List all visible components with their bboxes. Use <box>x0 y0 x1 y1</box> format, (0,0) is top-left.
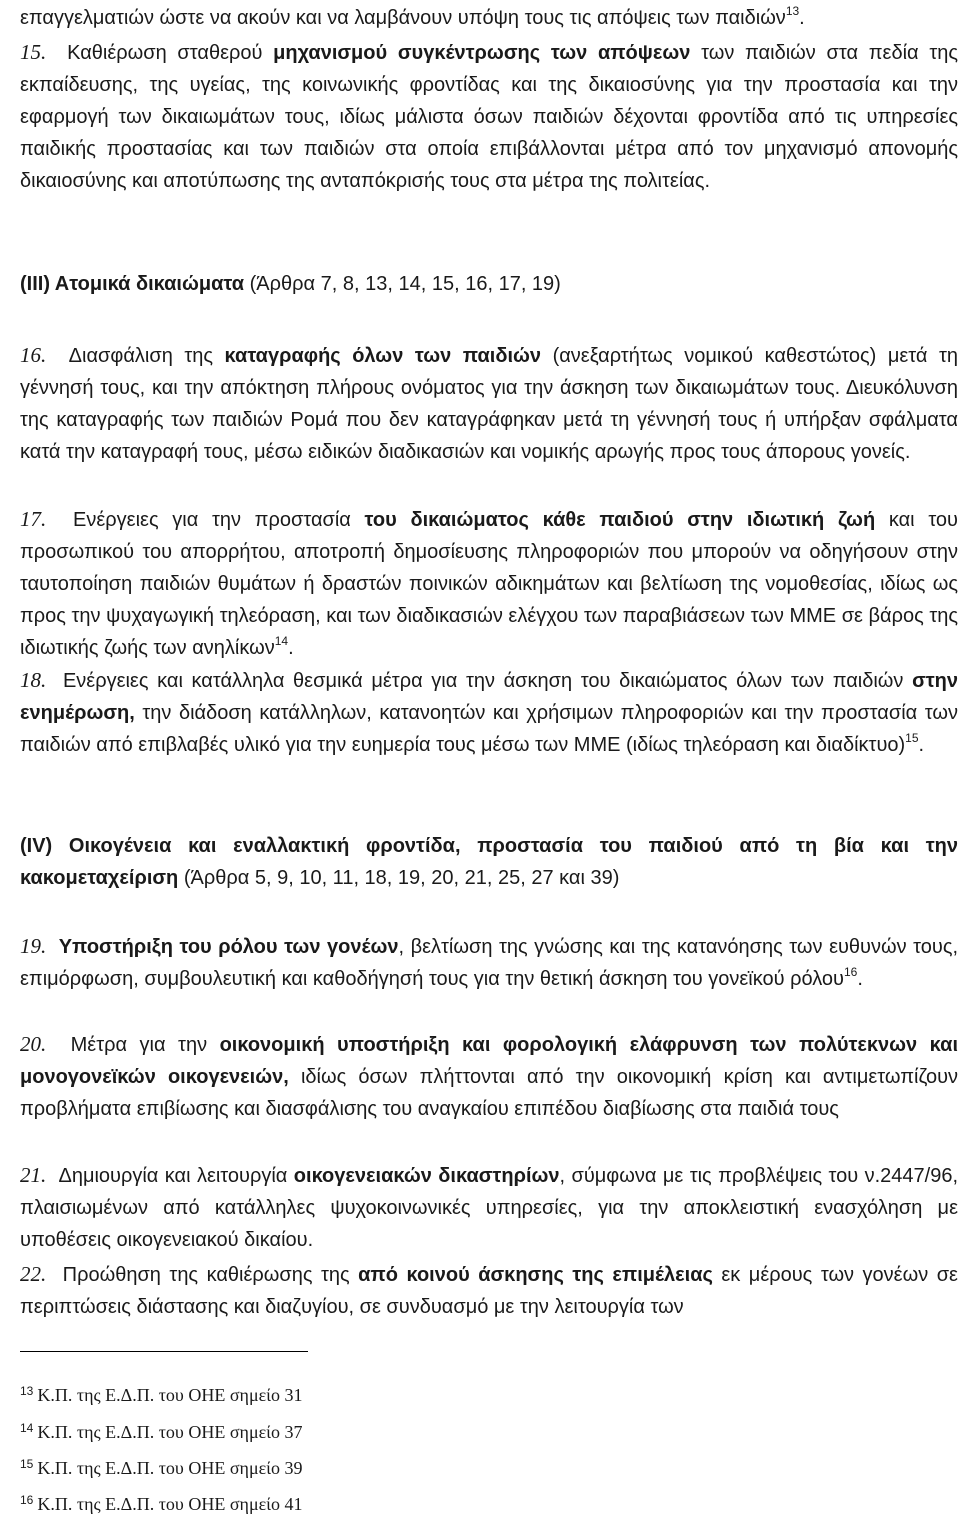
heading-bold: (ΙΙΙ) Ατομικά δικαιώματα <box>20 273 245 295</box>
section-heading-iv <box>20 830 958 894</box>
item-text: και του προσωπικού του απορρήτου, αποτροπή δημοσίευσης πληροφοριών που μπορούν να οδηγήσουν στην ταυτοποίηση παιδιών θυμάτων ή δραστών ποινικών αδικημάτων και βελτίωση της νομοθεσίας, ιδίως ως προς την ψυχαγωγική τηλεόραση, και των διαδικασιών ελέγχου των παραβιάσεων των ΜΜΕ σε βάρος της ιδιωτικής ζωής των ανηλίκων <box>20 509 958 659</box>
footnote-ref-14: 14 <box>274 634 289 648</box>
footnote-number: 15 <box>20 1457 34 1471</box>
continuation-end: . <box>799 7 805 29</box>
item-22 <box>20 1258 958 1323</box>
footnote-14 <box>20 1416 303 1444</box>
item-bold-text: του δικαιώματος κάθε παιδιού στην ιδιωτική ζωή <box>364 509 876 531</box>
footnote-16 <box>20 1488 303 1516</box>
footnote-ref-16: 16 <box>843 965 858 979</box>
item-text: την διάδοση κατάλληλων, κατανοητών και χρήσιμων πληροφοριών και την προστασία των παιδιών από επιβλαβές υλικό για την ευημερία τους μέσω των ΜΜΕ (ιδίως τηλεόραση και διαδίκτυο) <box>20 702 958 756</box>
item-text: Μέτρα για την <box>70 1034 220 1056</box>
heading-articles: (Άρθρα 5, 9, 10, 11, 18, 19, 20, 21, 25, 27 και 39) <box>178 867 620 889</box>
continuation-text: επαγγελματιών ώστε να ακούν και να λαμβάνουν υπόψη τους τις απόψεις των παιδιών <box>20 7 786 29</box>
item-number: 21. <box>20 1163 47 1187</box>
item-text: , σύμφωνα με τις προβλέψεις του ν.2447/96, πλαισιωμένων από κατάλληλες ψυχοκοινωνικές υπηρεσίες, για την αποκλειστική ενασχόληση με υποθέσεις οικογενειακού δικαίου. <box>20 1165 959 1251</box>
item-bold-text: οικονομική υποστήριξη και φορολογική ελάφρυνση των πολύτεκνων και μονογονεϊκών οικογενειών, <box>20 1034 959 1088</box>
item-text: Διασφάλιση της <box>68 345 225 367</box>
item-text: Ενέργειες και κατάλληλα θεσμικά μέτρα για την άσκηση του δικαιώματος όλων των παιδιών <box>62 670 913 692</box>
item-bold-text: από κοινού άσκησης της επιμέλειας <box>358 1264 713 1286</box>
continuation-paragraph <box>20 2 958 34</box>
item-bold-text: καταγραφής όλων των παιδιών <box>224 345 542 367</box>
item-bold-text: Υποστήριξη του ρόλου των γονέων <box>58 936 399 958</box>
item-bold-text: μηχανισμού συγκέντρωσης των απόψεων <box>273 42 691 64</box>
item-18 <box>20 664 958 761</box>
item-end: . <box>288 637 294 659</box>
item-17 <box>20 503 958 664</box>
item-number: 16. <box>20 343 47 367</box>
heading-articles: (Άρθρα 7, 8, 13, 14, 15, 16, 17, 19) <box>244 273 561 295</box>
item-number: 18. <box>20 668 47 692</box>
item-text: , βελτίωση της γνώσης και της κατανόησης των ευθυνών τους, επιμόρφωση, συμβουλευτική και καθοδήγησή τους για την θετική άσκηση του γονεϊκού ρόλου <box>20 936 959 990</box>
footnote-number: 13 <box>20 1384 34 1398</box>
item-end: . <box>857 968 863 990</box>
item-text: Προώθηση της καθιέρωσης της <box>62 1264 359 1286</box>
item-bold-text: στην ενημέρωση, <box>20 670 959 724</box>
item-number: 17. <box>20 507 47 531</box>
footnote-text: Κ.Π. της Ε.Δ.Π. του ΟΗΕ σημείο 41 <box>37 1494 303 1514</box>
item-text: Καθιέρωση σταθερού <box>67 42 274 64</box>
item-bold-text: οικογενειακών δικαστηρίων <box>293 1165 560 1187</box>
item-text: Δημιουργία και λειτουργία <box>58 1165 294 1187</box>
item-20 <box>20 1028 958 1125</box>
heading-bold: (IV) Οικογένεια και εναλλακτική φροντίδα, προστασία του παιδιού από τη βία και την κακομεταχείριση <box>20 835 958 889</box>
item-number: 15. <box>20 40 47 64</box>
item-16 <box>20 339 958 468</box>
footnote-15 <box>20 1452 303 1480</box>
footnote-text: Κ.Π. της Ε.Δ.Π. του ΟΗΕ σημείο 31 <box>37 1385 303 1405</box>
footnote-separator <box>20 1351 308 1352</box>
item-15 <box>20 36 958 197</box>
footnote-text: Κ.Π. της Ε.Δ.Π. του ΟΗΕ σημείο 37 <box>37 1422 303 1442</box>
footnote-text: Κ.Π. της Ε.Δ.Π. του ΟΗΕ σημείο 39 <box>37 1458 303 1478</box>
footnote-13 <box>20 1379 303 1407</box>
footnote-ref-15: 15 <box>905 731 919 745</box>
item-text: ιδίως όσων πλήττονται από την οικονομική κρίση και αντιμετωπίζουν προβλήματα επιβίωσης και διασφάλισης του αναγκαίου επιπέδου διαβίωσης στα παιδιά τους <box>20 1066 958 1120</box>
item-21 <box>20 1159 958 1256</box>
item-number: 20. <box>20 1032 47 1056</box>
item-text: των παιδιών στα πεδία της εκπαίδευσης, της υγείας, της κοινωνικής φροντίδας και της δικαιοσύνης για την προστασία και την εφαρμογή των δικαιωμάτων τους, ιδίως μάλιστα όσων παιδιών δέχονται φροντίδα από τις υπηρεσίες παιδικής προστασίας και των παιδιών στα οποία επιβάλλονται μέτρα από τον μηχανισμό απονομής δικαιοσύνης και αποτύπωσης της ανταπόκρισής τους στα μέτρα της πολιτείας. <box>20 42 958 192</box>
item-end: . <box>918 734 925 756</box>
footnote-number: 14 <box>20 1421 34 1435</box>
item-text: Ενέργειες για την προστασία <box>73 509 365 531</box>
item-text: (ανεξαρτήτως νομικού καθεστώτος) μετά τη γέννησή τους, και την απόκτηση πλήρους ονόματος για την άσκηση των δικαιωμάτων τους. Διευκόλυνση της καταγραφής των παιδιών Ρομά που δεν καταγράφηκαν μετά τη γέννησή τους ή υπήρξαν σφάλματα κατά την καταγραφή τους, μέσω ειδικών διαδικασιών και νομικής αρωγής προς τους άπορους γονείς. <box>20 345 958 463</box>
item-text: εκ μέρους των γονέων σε περιπτώσεις διάστασης και διαζυγίου, σε συνδυασμό με την λειτουργία των <box>20 1264 958 1318</box>
footnote-ref-13: 13 <box>785 4 800 18</box>
footnote-number: 16 <box>20 1493 34 1507</box>
item-19 <box>20 930 958 995</box>
item-number: 19. <box>20 934 47 958</box>
section-heading-iii <box>20 268 958 300</box>
item-number: 22. <box>20 1262 47 1286</box>
